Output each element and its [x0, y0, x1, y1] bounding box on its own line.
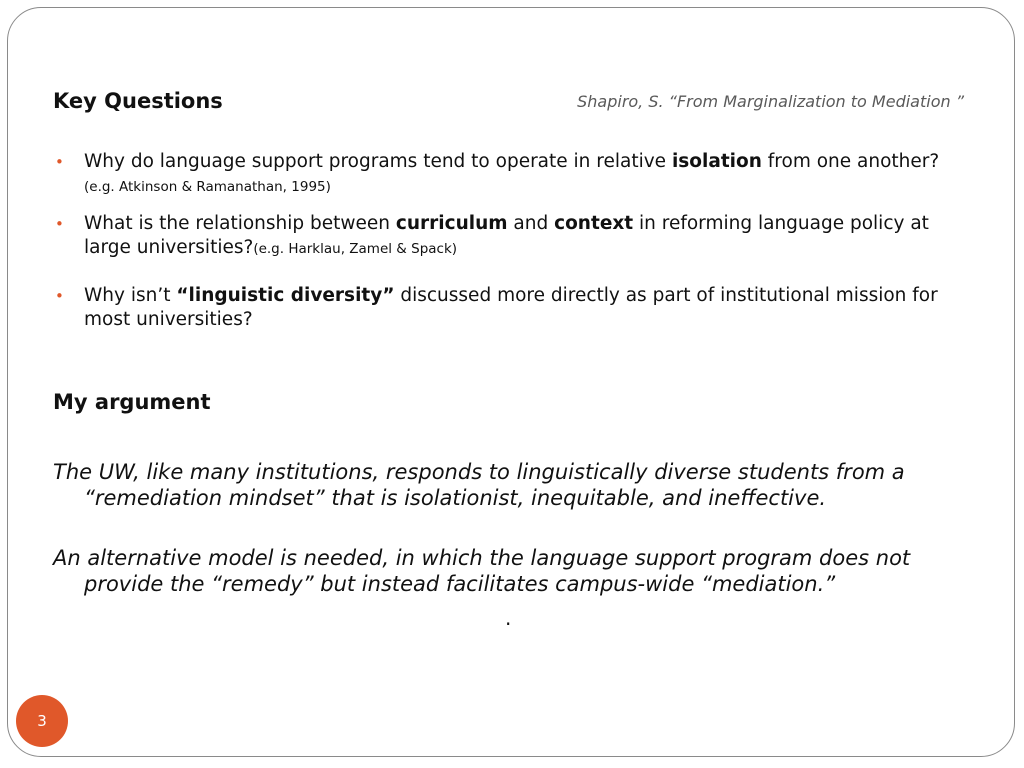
- argument-paragraph-2: An alternative model is needed, in which the language support program does not provide the “remedy” but instead facilitates campus-wide “mediation.”: [53, 546, 911, 596]
- citation: Shapiro, S. “From Marginalization to Mediation ”: [577, 92, 964, 111]
- slide-frame: [7, 7, 1015, 757]
- bullet-text-part: discussed more directly as part of institutional mission for most universities?: [84, 285, 938, 330]
- bullet-text: [84, 150, 965, 199]
- bullet-bold-term: “linguistic diversity”: [176, 285, 395, 306]
- bullet-dot-icon: •: [55, 287, 64, 305]
- bullet-bold-term: context: [554, 213, 634, 234]
- bullet-text-part: Why do language support programs tend to operate in relative: [84, 151, 672, 172]
- trailing-period: .: [505, 606, 512, 630]
- bullet-text-part: Why isn’t: [84, 285, 177, 306]
- bullet-item-3: [55, 284, 965, 332]
- bullet-bold-term: isolation: [671, 151, 762, 172]
- bullet-text: [84, 212, 965, 261]
- bullet-bold-term: curriculum: [395, 213, 508, 234]
- my-argument-heading: My argument: [53, 390, 211, 414]
- bullet-item-1: [55, 150, 965, 199]
- bullet-text-part: and: [507, 213, 555, 234]
- bullet-dot-icon: •: [55, 153, 64, 171]
- argument-paragraph-1: The UW, like many institutions, responds to linguistically diverse students from a “remediation mindset” that is isolationist, inequitable, and ineffective.: [53, 460, 905, 510]
- bullet-dot-icon: •: [55, 215, 64, 233]
- bullet-text: [84, 284, 965, 332]
- bullet-reference: (e.g. Harklau, Zamel & Spack): [253, 241, 458, 257]
- bullet-item-2: [55, 212, 965, 261]
- key-questions-heading: Key Questions: [53, 89, 223, 113]
- slide-number-badge: 3: [16, 695, 68, 747]
- bullet-text-part: in reforming language policy at large universities?: [84, 213, 929, 258]
- bullet-text-part: from one another?: [761, 151, 940, 172]
- bullet-reference: (e.g. Atkinson & Ramanathan, 1995): [84, 179, 331, 195]
- bullet-text-part: What is the relationship between: [84, 213, 396, 234]
